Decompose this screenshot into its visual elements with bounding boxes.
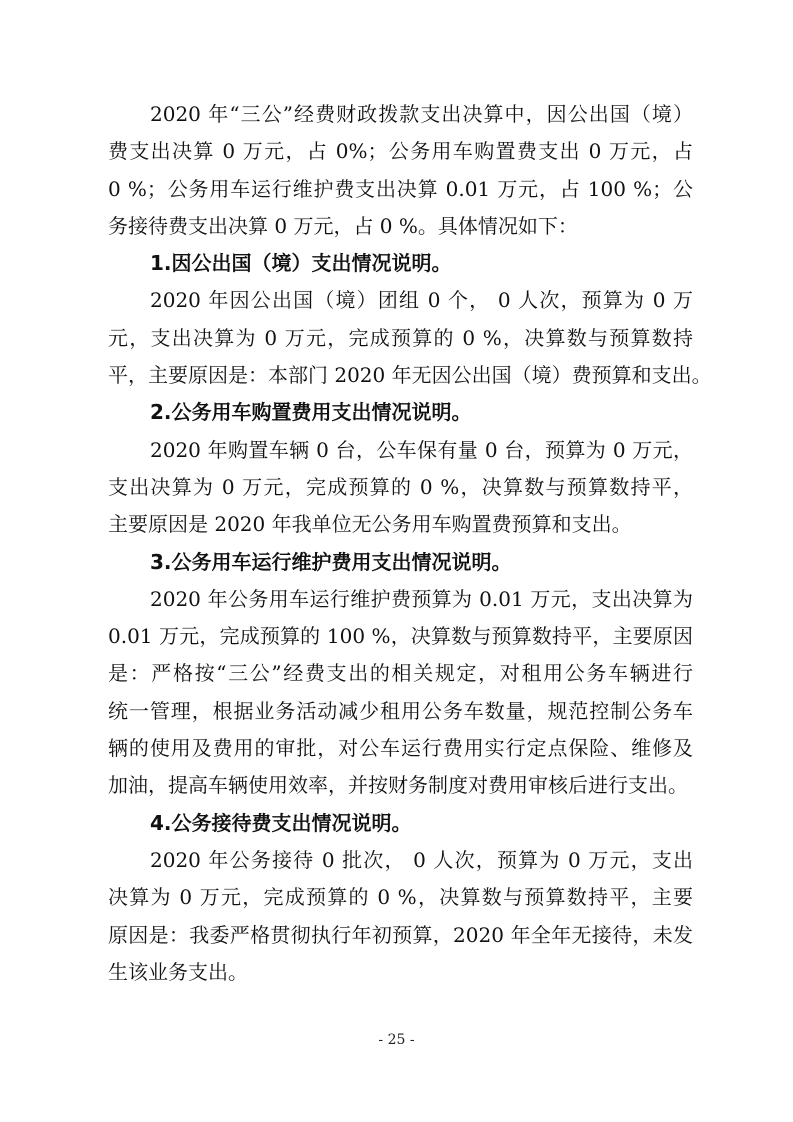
text-line: 支出决算为 0 万元，完成预算的 0 %，决算数与预算数持平， (108, 474, 693, 499)
section-heading: 4.公务接待费支出情况说明。 (150, 810, 412, 835)
section-heading: 1.因公出国（境）支出情况说明。 (150, 251, 452, 276)
body-text (108, 96, 712, 991)
text-line: 生该业务支出。 (108, 959, 248, 984)
text-line: 辆的使用及费用的审批，对公车运行费用实行定点保险、维修及 (108, 736, 693, 761)
text-line: 是：严格按“三公”经费支出的相关规定，对租用公务车辆进行 (108, 661, 693, 686)
text-line: 主要原因是 2020 年我单位无公务用车购置费预算和支出。 (108, 512, 632, 537)
text-line: 2020 年公务接待 0 批次， 0 人次，预算为 0 万元，支出 (150, 847, 693, 872)
text-line: 费支出决算 0 万元，占 0%；公务用车购置费支出 0 万元，占 (108, 139, 693, 164)
text-line: 务接待费支出决算 0 万元，占 0 %。具体情况如下： (108, 213, 578, 238)
text-line: 元，支出决算为 0 万元，完成预算的 0 %，决算数与预算数持 (108, 325, 693, 350)
page-number: - 25 - (378, 1032, 415, 1048)
text-line: 2020 年“三公”经费财政拨款支出决算中，因公出国（境） (150, 102, 693, 126)
section-heading: 2.公务用车购置费用支出情况说明。 (150, 400, 472, 425)
text-line: 2020 年因公出国（境）团组 0 个， 0 人次，预算为 0 万 (150, 288, 693, 313)
text-line: 统一管理，根据业务活动减少租用公务车数量，规范控制公务车 (108, 698, 693, 723)
text-line: 原因是：我委严格贯彻执行年初预算，2020 年全年无接待，未发 (108, 922, 693, 947)
text-line: 0.01 万元，完成预算的 100 %，决算数与预算数持平，主要原因 (108, 624, 693, 649)
text-line: 2020 年公务用车运行维护费预算为 0.01 万元，支出决算为 (150, 586, 693, 611)
section-heading: 3.公务用车运行维护费用支出情况说明。 (150, 549, 512, 574)
text-line: 平，主要原因是：本部门 2020 年无因公出国（境）费预算和支出。 (108, 363, 712, 388)
text-line: 加油，提高车辆使用效率，并按财务制度对费用审核后进行支出。 (108, 773, 688, 798)
text-line: 2020 年购置车辆 0 台，公车保有量 0 台，预算为 0 万元， (150, 437, 693, 462)
text-line: 决算为 0 万元，完成预算的 0 %，决算数与预算数持平，主要 (108, 885, 693, 910)
text-line: 0 %；公务用车运行维护费支出决算 0.01 万元，占 100 %；公 (108, 176, 693, 201)
